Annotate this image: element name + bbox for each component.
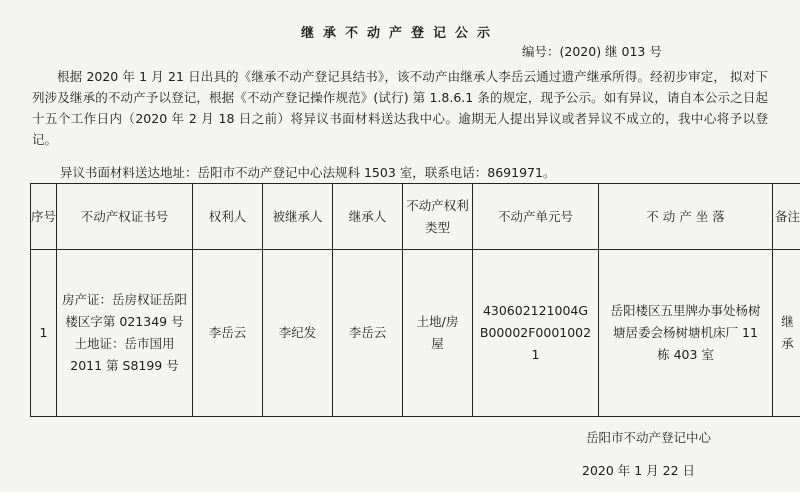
cell-unit: 430602121004GB00002F00010021 <box>473 250 599 417</box>
notice-body: 根据 2020 年 1 月 21 日出具的《继承不动产登记具结书》，该不动产由继承人李岳云通过遗产继承所得。经初步审定， 拟对下列涉及继承的不动产予以登记，根据《不动产登记操作规范》(试行) 第 1.8.6.1 条的规定，现予公示。如有异议，请自本公示之日起十五个工作日内（2020 年 2 月 18 日之前）将异议书面材料送达我中心。逾期无人提出异议或者异议不成立的，我中心将予以登记。 <box>32 69 768 147</box>
header-unit: 不动产单元号 <box>473 184 599 250</box>
property-table <box>30 183 800 417</box>
cell-seq: 1 <box>31 250 57 417</box>
header-heir: 继承人 <box>333 184 403 250</box>
header-cert: 不动产权证书号 <box>57 184 193 250</box>
cell-cert <box>57 250 193 417</box>
document-number: 编号：(2020) 继 013 号 <box>522 44 662 59</box>
table-header-row <box>31 184 800 250</box>
header-seq: 序号 <box>31 184 57 250</box>
header-deceased: 被继承人 <box>263 184 333 250</box>
cert-house: 房产证：岳房权证岳阳楼区字第 021349 号 <box>61 292 187 329</box>
table-row <box>31 250 800 417</box>
cell-location: 岳阳楼区五里牌办事处杨树塘居委会杨树塘机床厂 11 栋 403 室 <box>599 250 773 417</box>
cell-note: 继承 <box>773 250 800 417</box>
objection-address: 异议书面材料送达地址：岳阳市不动产登记中心法规科 1503 室，联系电话：8691971。 <box>60 165 556 180</box>
cell-right-type: 土地/房屋 <box>403 250 473 417</box>
cell-deceased: 李纪发 <box>263 250 333 417</box>
header-note: 备注 <box>773 184 800 250</box>
cell-heir: 李岳云 <box>333 250 403 417</box>
issue-date: 2020 年 1 月 22 日 <box>582 463 696 478</box>
issuing-office: 岳阳市不动产登记中心 <box>586 430 712 445</box>
header-holder: 权利人 <box>193 184 263 250</box>
header-right-type: 不动产权利类型 <box>403 184 473 250</box>
cert-land: 土地证：岳市国用 2011 第 S8199 号 <box>70 336 179 373</box>
cell-holder: 李岳云 <box>193 250 263 417</box>
header-location: 不 动 产 坐 落 <box>599 184 773 250</box>
notice-title: 继承不动产登记公示 <box>300 26 499 41</box>
